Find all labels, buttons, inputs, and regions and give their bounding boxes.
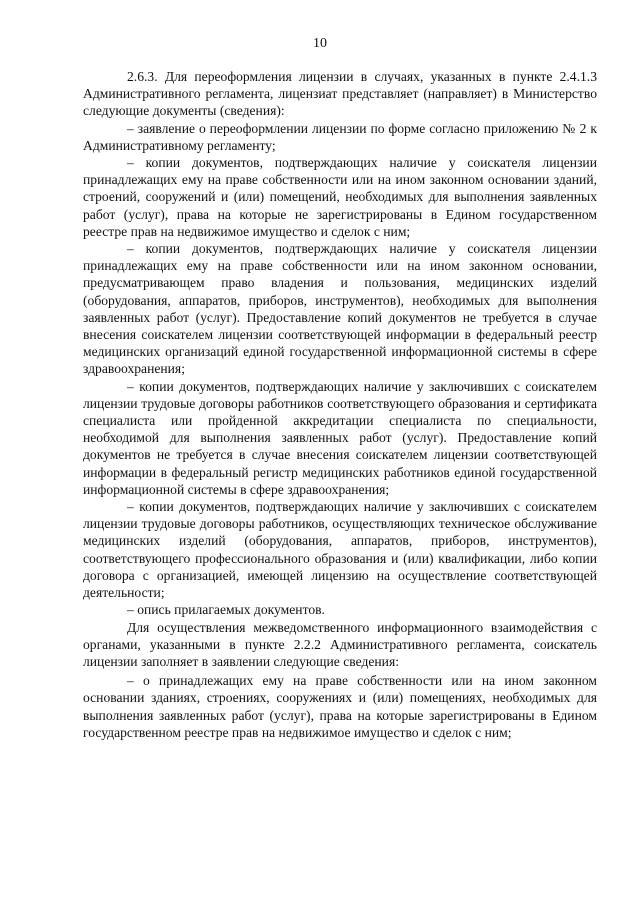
list-item-inventory: – опись прилагаемых документов. — [127, 602, 325, 618]
list-item-medical-devices-copies: – копии документов, подтверждающих наличие у соискателя лицензии принадлежащих ему на праве собственности или на ином законном основании, предусматривающем право владения и пользования, медицинских изделий (оборудования, аппаратов, приборов, инструментов), необходимых для выполнения заявленных работ (услуг). Предоставление копий документов не требуется в случае внесения соискателем лицензии соответствующей информации в федеральный реестр медицинских организаций единой государственной информационной системы в сфере здравоохранения; — [83, 241, 597, 377]
list-item-buildings-copies: – копии документов, подтверждающих наличие у соискателя лицензии принадлежащих ему на праве собственности или на ином законном основании зданий, строений, сооружений и (или) помещений, необходимых для выполнения заявленных работ (услуг), права на которые не зарегистрированы в Едином государственном реестре прав на недвижимое имущество и сделок с ним; — [83, 155, 597, 239]
list-item-application: – заявление о переоформлении лицензии по форме согласно приложению № 2 к Административному регламенту; — [83, 120, 597, 153]
document-body — [83, 68, 597, 741]
list-item-technical-staff-copies: – копии документов, подтверждающих наличие у заключивших с соискателем лицензии трудовые договоры работников, осуществляющих техническое обслуживание медицинских изделий (оборудования, аппаратов, приборов, инструментов), соответствующего профессионального образования и (или) квалификации, либо копии договора с организацией, имеющей лицензию на осуществление соответствующей деятельности; — [83, 499, 597, 601]
list-item-specialists-copies: – копии документов, подтверждающих наличие у заключивших с соискателем лицензии трудовые договоры работников соответствующего образования и сертификата специалиста или пройденной аккредитации специалиста по специальности, необходимой для выполнения заявленных работ (услуг). Предоставление копий документов не требуется в случае внесения соискателем лицензии соответствующей информации в федеральный регистр медицинских работников единой государственной информационной системы в сфере здравоохранения; — [83, 378, 597, 497]
page-number: 10 — [313, 36, 327, 51]
paragraph-interagency: Для осуществления межведомственного информационного взаимодействия с органами, указанными в пункте 2.2.2 Административного регламента, соискатель лицензии заполняет в заявлении следующие сведения: — [83, 619, 597, 669]
list-item-registered-property: – о принадлежащих ему на праве собственности или на ином законном основании зданиях, строениях, сооружениях и (или) помещениях, необходимых для выполнения заявленных работ (услуг), права на которые зарегистрированы в Едином государственном реестре прав на недвижимое имущество и сделок с ним; — [83, 673, 597, 740]
paragraph-intro: 2.6.3. Для переоформления лицензии в случаях, указанных в пункте 2.4.1.3 Административного регламента, лицензиат представляет (направляет) в Министерство следующие документы (сведения): — [83, 69, 597, 119]
